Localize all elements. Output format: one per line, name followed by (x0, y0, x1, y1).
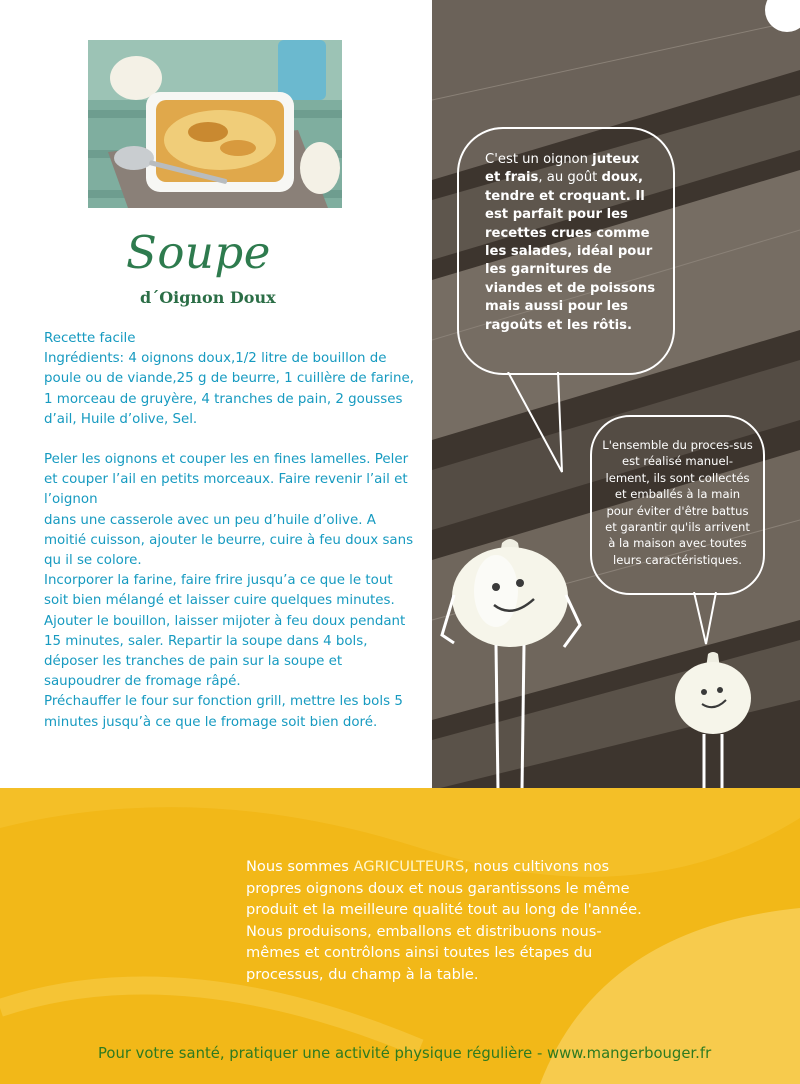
bubble-text: Il est parfait pour les recettes crues comme les salades, idéal pour les garnitures de viandes et de poissons mais aussi pour les ragoûts et les rôtis. (485, 188, 656, 333)
bubble-tail (688, 592, 728, 652)
farmers-paragraph (246, 856, 646, 921)
onion-character-small (668, 650, 758, 790)
farmers-paragraph: Nous produisons, emballons et distribuons nous-mêmes et contrôlons ainsi toutes les étapes du processus, du champ à la table. (246, 922, 602, 983)
speech-bubble-flavor (457, 127, 675, 375)
recipe-title: Soupe (126, 226, 271, 279)
bubble-text: , au goût (538, 170, 602, 186)
recipe-subtitle: d´Oignon Doux (140, 288, 276, 307)
health-footer: Pour votre santé, pratiquer une activité physique régulière - www.mangerbouger.fr (98, 1045, 712, 1062)
bubble-bold-text: doux, tendre et croquant. (485, 170, 643, 204)
soup-photo (88, 40, 342, 208)
recipe-difficulty: Recette facile (44, 331, 136, 346)
onion-character-large (440, 535, 590, 790)
farmers-text-part: , nous cultivons nos propres oignons doux et nous garantissons le même produit et la meilleure qualité tout au long de l'année. (246, 858, 642, 919)
bubble-text: C'est un oignon (485, 152, 593, 167)
farmers-highlight: AGRICULTEURS (353, 858, 465, 875)
recipe-step: dans une casserole avec un peu d’huile d’olive. A moitié cuisson, ajouter le beurre, cuire à feu doux sans qu il se colore. (44, 512, 414, 569)
bubble-bold-text: juteux et frais (485, 152, 640, 186)
bubble-tail (500, 372, 580, 482)
speech-bubble-process: L'ensemble du proces-sus est réalisé manuel-lement, ils sont collectés et emballés à la main pour éviter d'être battus et garantir qu'ils arrivent à la maison avec toutes leurs caractéristiques. (590, 415, 765, 595)
recipe-ingredients: Ingrédients: 4 oignons doux,1/2 litre de bouillon de poule ou de viande,25 g de beurre, 1 cuillère de farine, 1 morceau de gruyère, 4 tranches de pain, 2 gousses d’ail, Huile d’olive, Sel. (44, 351, 415, 427)
recipe-step: Préchauffer le four sur fonction grill, mettre les bols 5 minutes jusqu’à ce que le fromage soit bien doré. (44, 694, 403, 730)
recipe-step: Incorporer la farine, faire frire jusqu’a ce que le tout soit bien mélangé et laisser cuire quelques minutes. Ajouter le bouillon, laisser mijoter à feu doux pendant 15 minutes, saler. Repartir la soupe dans 4 bols, déposer les tranches de pain sur la soupe et saupoudrer de fromage râpé. (44, 573, 406, 690)
farmers-text-part: Nous sommes (246, 858, 354, 875)
soup-illustration (88, 40, 342, 208)
recipe-step: Peler les oignons et couper les en fines lamelles. Peler et couper l’ail en petits morceaux. Faire revenir l’ail et l’oignon (44, 452, 409, 508)
recipe-text (44, 329, 416, 733)
farmers-text (246, 856, 646, 986)
